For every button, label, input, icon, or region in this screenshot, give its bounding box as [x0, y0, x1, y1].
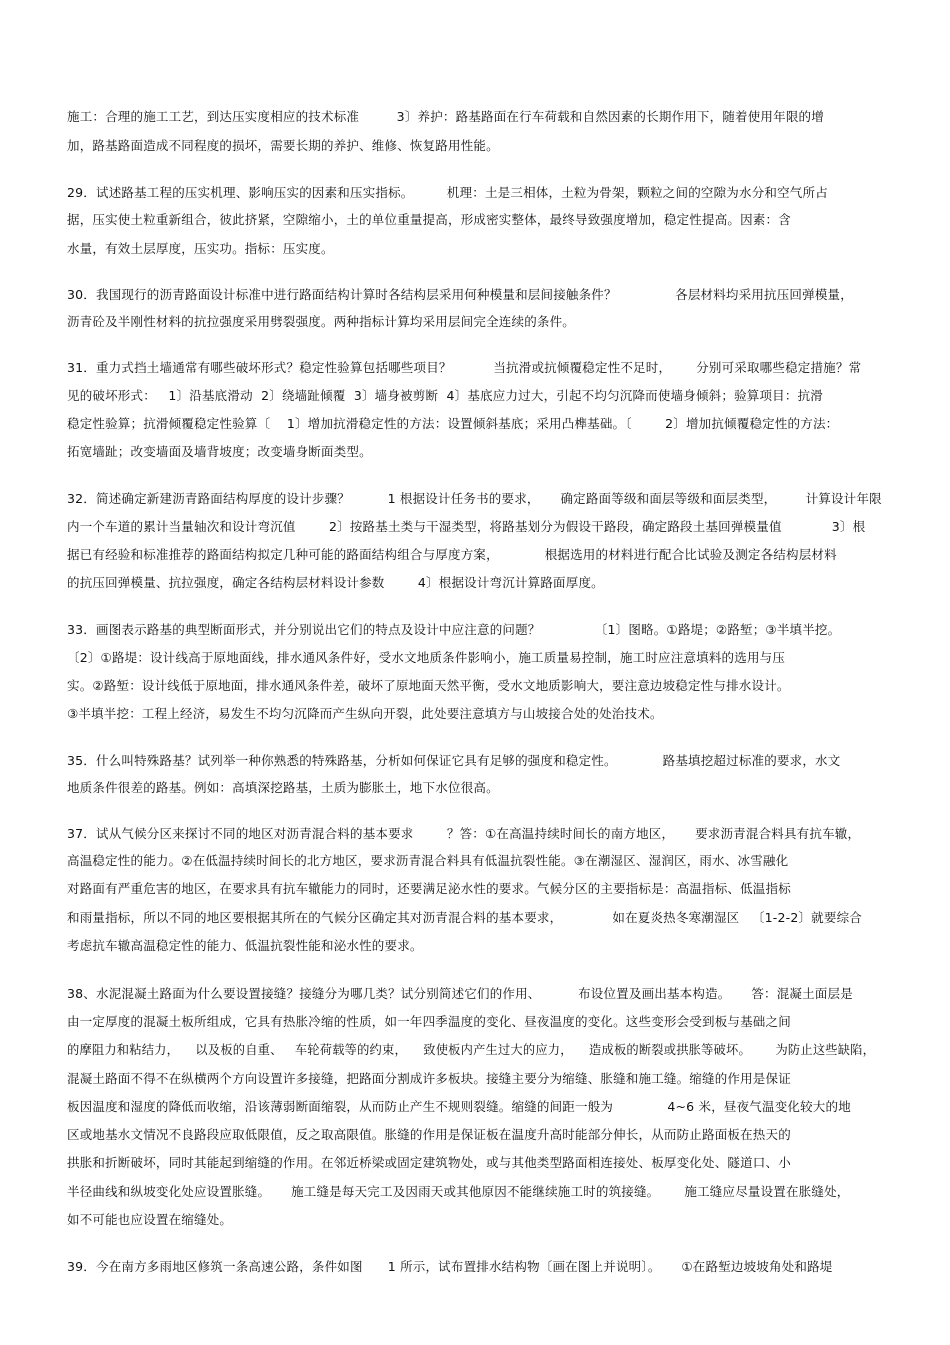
text-line: 内一个车道的累计当量轴次和设计弯沉值 2〕按路基土类与干湿类型，将路基划分为假设干路段，确定路段土基回弹模量值 3〕根 — [67, 519, 866, 534]
text-line: 加，路基路面造成不同程度的损坏，需要长期的养护、维修、恢复路用性能。 — [67, 138, 499, 153]
question-33-heading: 33．画图表示路基的典型断面形式，并分别说出它们的特点及设计中应注意的问题？ 〔1〕图略。①路堤；②路堑；③半填半挖。 — [67, 622, 841, 637]
text-line: 〔2〕①路堤：设计线高于原地面线，排水通风条件好，受水文地质条件影响小，施工质量易控制，施工时应注意填料的选用与压 — [67, 650, 786, 665]
question-37-heading: 37．试从气候分区来探讨不同的地区对沥青混合料的基本要求 ？答：①在高温持续时间长的南方地区， 要求沥青混合料具有抗车辙， — [67, 826, 861, 841]
text-line: 据，压实使土粒重新组合，彼此挤紧，空隙缩小，土的单位重量提高，形成密实整体，最终导致强度增加，稳定性提高。因素：含 — [67, 212, 791, 227]
question-38-heading: 38、水泥混凝土路面为什么要设置接缝？接缝分为哪几类？试分别简述它们的作用、 布设位置及画出基本构造。 答：混凝土面层是 — [67, 986, 853, 1001]
text-line: 区或地基水文情况不良路段应取低限值，反之取高限值。胀缝的作用是保证板在温度升高时能部分伸长，从而防止路面板在热天的 — [67, 1127, 791, 1142]
question-30-heading: 30．我国现行的沥青路面设计标准中进行路面结构计算时各结构层采用何种模量和层间接触条件？ 各层材料均采用抗压回弹模量， — [67, 287, 853, 302]
text-line: 据已有经验和标准推荐的路面结构拟定几种可能的路面结构组合与厚度方案， 根据选用的材料进行配合比试验及测定各结构层材料 — [67, 547, 837, 562]
text-line: 的摩阻力和粘结力， 以及板的自重、 车轮荷载等的约束， 致使板内产生过大的应力， 造成板的断裂或拱胀等破坏。 为防止这些缺陷， — [67, 1043, 876, 1057]
question-31-heading: 31．重力式挡土墙通常有哪些破坏形式？稳定性验算包括哪些项目？ 当抗滑或抗倾覆稳定性不足时， 分别可采取哪些稳定措施？常 — [67, 360, 862, 375]
text-line: 的抗压回弹模量、抗拉强度，确定各结构层材料设计参数 4〕根据设计弯沉计算路面厚度。 — [67, 575, 604, 590]
text-line: 沥青砼及半刚性材料的抗拉强度采用劈裂强度。两种指标计算均采用层间完全连续的条件。 — [67, 314, 576, 329]
text-line: 水量，有效土层厚度，压实功。指标：压实度。 — [67, 241, 334, 256]
text-line: 高温稳定性的能力。②在低温持续时间长的北方地区，要求沥青混合料具有低温抗裂性能。③在潮湿区、湿润区，雨水、冰雪融化 — [67, 853, 789, 868]
text-line: 和雨量指标，所以不同的地区要根据其所在的气候分区确定其对沥青混合料的基本要求， 如在夏炎热冬寒潮湿区 〔1-2-2〕就要综合 — [67, 910, 862, 925]
question-29-heading: 29．试述路基工程的压实机理、影响压实的因素和压实指标。 机理：土是三相体，土粒为骨架，颗粒之间的空隙为水分和空气所占 — [67, 185, 828, 200]
question-35-heading: 35．什么叫特殊路基？试列举一种你熟悉的特殊路基，分析如何保证它具有足够的强度和稳定性。 路基填挖超过标准的要求，水文 — [67, 753, 841, 768]
text-line: 板因温度和湿度的降低而收缩，沿该薄弱断面缩裂，从而防止产生不规则裂缝。缩缝的间距一般为 4~6 米，昼夜气温变化较大的地 — [67, 1099, 851, 1114]
text-line: 拱胀和折断破坏，同时其能起到缩缝的作用。在邻近桥梁或固定建筑物处，或与其他类型路面相连接处、板厚变化处、隧道口、小 — [67, 1155, 791, 1170]
text-line: 稳定性验算；抗滑倾覆稳定性验算〔 1〕增加抗滑稳定性的方法：设置倾斜基底；采用凸榫基础。〔 2〕增加抗倾覆稳定性的方法： — [67, 416, 839, 431]
text-line: 实。②路堑：设计线低于原地面，排水通风条件差，破坏了原地面天然平衡，受水文地质影响大，要注意边坡稳定性与排水设计。 — [67, 678, 790, 693]
text-line: 混凝土路面不得不在纵横两个方向设置许多接缝，把路面分割成许多板块。接缝主要分为缩缝、胀缝和施工缝。缩缝的作用是保证 — [67, 1071, 791, 1086]
text-line: 施工：合理的施工工艺，到达压实度相应的技术标准 3〕养护：路基路面在行车荷载和自然因素的长期作用下，随着使用年限的增 — [67, 109, 824, 124]
text-line: 由一定厚度的混凝土板所组成，它具有热胀冷缩的性质，如一年四季温度的变化、昼夜温度的变化。这些变形会受到板与基础之间 — [67, 1014, 791, 1029]
question-39-heading: 39．今在南方多雨地区修筑一条高速公路，条件如图 1 所示，试布置排水结构物〔画在图上并说明〕。 ①在路堑边坡坡角处和路堤 — [67, 1259, 833, 1274]
text-line: 对路面有严重危害的地区，在要求具有抗车辙能力的同时，还要满足泌水性的要求。气候分区的主要指标是：高温指标、低温指标 — [67, 881, 791, 896]
text-line: 地质条件很差的路基。例如：高填深挖路基，土质为膨胀土，地下水位很高。 — [67, 780, 499, 795]
text-line: 半径曲线和纵坡变化处应设置胀缝。 施工缝是每天完工及因雨天或其他原因不能继续施工时的筑接缝。 施工缝应尽量设置在胀缝处， — [67, 1184, 850, 1199]
text-line: ③半填半挖：工程上经济，易发生不均匀沉降而产生纵向开裂，此处要注意填方与山坡接合处的处治技术。 — [67, 706, 663, 721]
text-line: 见的破坏形式： 1〕沿基底滑动 2〕绕墙趾倾覆 3〕墙身被剪断 4〕基底应力过大，引起不均匀沉降而使墙身倾斜；验算项目：抗滑 — [67, 388, 823, 403]
text-line: 如不可能也应设置在缩缝处。 — [67, 1212, 233, 1227]
text-line: 拓宽墙趾；改变墙面及墙背坡度；改变墙身断面类型。 — [67, 444, 372, 459]
question-32-heading: 32．简述确定新建沥青路面结构厚度的设计步骤？ 1 根据设计任务书的要求， 确定路面等级和面层等级和面层类型， 计算设计年限 — [67, 491, 882, 506]
text-line: 考虑抗车辙高温稳定性的能力、低温抗裂性能和泌水性的要求。 — [67, 938, 423, 953]
